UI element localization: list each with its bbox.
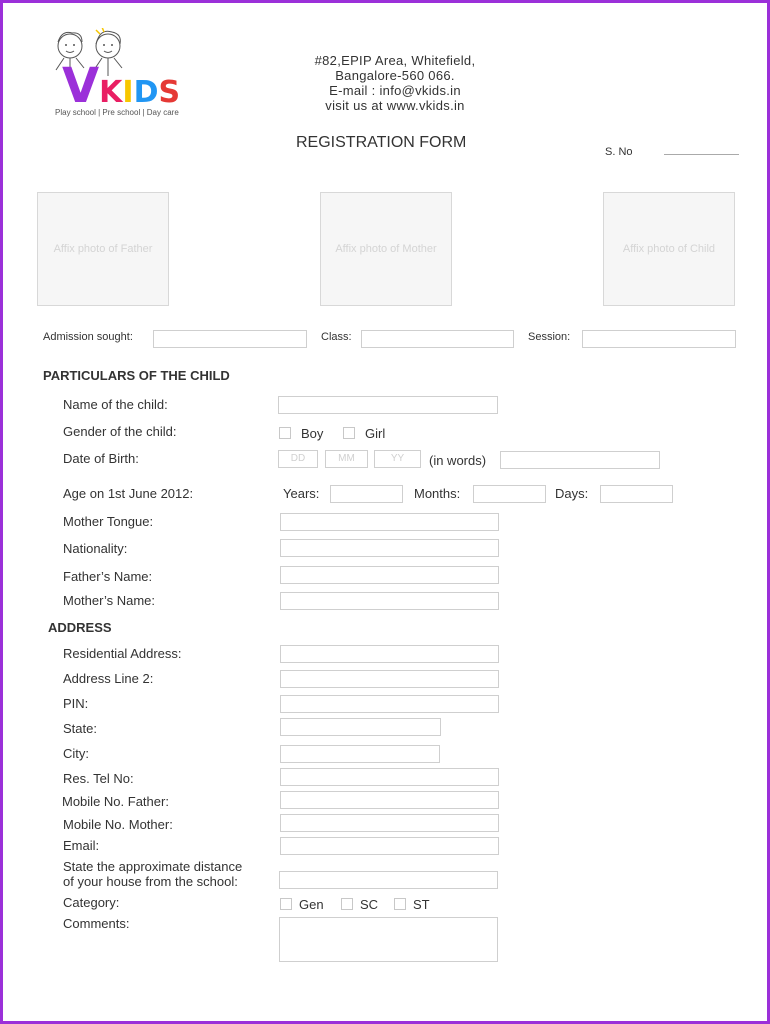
comments-label: Comments: (63, 916, 130, 931)
address-line-4: visit us at www.vkids.in (325, 98, 465, 113)
mother-photo-box[interactable] (320, 192, 452, 306)
child-photo-label: Affix photo of Child (622, 243, 716, 255)
distance-label-line2: of your house from the school: (63, 874, 238, 889)
serial-number-line[interactable] (664, 154, 739, 155)
logo-letter-k: K (99, 75, 123, 110)
sc-label: SC (360, 897, 379, 912)
girl-checkbox[interactable] (343, 427, 355, 439)
pin-label: PIN: (63, 696, 89, 711)
school-address (275, 53, 515, 113)
comments-textarea[interactable] (279, 917, 498, 962)
child-name-label: Name of the child: (63, 397, 168, 412)
mother-name-label: Mother’s Name: (63, 593, 155, 608)
res-tel-field[interactable] (280, 768, 499, 786)
address-line-3: E-mail : info@vkids.in (329, 83, 461, 98)
res-tel-label: Res. Tel No: (63, 771, 134, 786)
state-field[interactable] (280, 718, 441, 736)
address-line2-field[interactable] (280, 670, 499, 688)
address-line-1: #82,EPIP Area, Whitefield, (314, 53, 476, 68)
form-title: REGISTRATION FORM (296, 134, 467, 151)
residential-address-field[interactable] (280, 645, 499, 663)
mother-tongue-label: Mother Tongue: (63, 514, 154, 529)
dob-in-words-field[interactable] (500, 451, 660, 469)
mobile-father-label: Mobile No. Father: (62, 794, 169, 809)
father-name-label: Father’s Name: (63, 569, 153, 584)
days-label: Days: (555, 486, 589, 501)
address-line2-label: Address Line 2: (63, 671, 154, 686)
months-field[interactable] (473, 485, 546, 503)
father-photo-box[interactable] (37, 192, 169, 306)
sc-checkbox[interactable] (341, 898, 353, 910)
girl-label: Girl (365, 426, 386, 441)
class-label: Class: (321, 331, 352, 343)
mobile-mother-field[interactable] (280, 814, 499, 832)
father-name-field[interactable] (280, 566, 499, 584)
logo-letter-d: D (133, 75, 159, 110)
class-field[interactable] (361, 330, 514, 348)
nationality-field[interactable] (280, 539, 499, 557)
city-label: City: (63, 746, 89, 761)
logo-wordmark (62, 58, 180, 114)
years-field[interactable] (330, 485, 403, 503)
nationality-label: Nationality: (63, 541, 128, 556)
logo-letter-v: V (62, 58, 100, 114)
state-label: State: (63, 721, 97, 736)
email-label: Email: (63, 838, 100, 853)
admission-sought-field[interactable] (153, 330, 307, 348)
city-field[interactable] (280, 745, 440, 763)
dob-label: Date of Birth: (63, 451, 139, 466)
child-section-heading: PARTICULARS OF THE CHILD (43, 368, 230, 383)
logo-letter-i: I (122, 75, 134, 110)
mother-photo-label: Affix photo of Mother (335, 243, 437, 255)
st-checkbox[interactable] (394, 898, 406, 910)
child-name-field[interactable] (278, 396, 498, 414)
distance-field[interactable] (279, 871, 498, 889)
boy-checkbox[interactable] (279, 427, 291, 439)
dob-in-words-label: (in words) (429, 453, 487, 468)
mother-tongue-field[interactable] (280, 513, 499, 531)
vkids-logo (40, 28, 215, 123)
address-line-2: Bangalore-560 066. (335, 68, 455, 83)
dob-month-field[interactable]: MM (325, 450, 368, 468)
residential-address-label: Residential Address: (63, 646, 182, 661)
session-label: Session: (528, 331, 571, 343)
gender-label: Gender of the child: (63, 424, 177, 439)
gen-label: Gen (299, 897, 324, 912)
gen-checkbox[interactable] (280, 898, 292, 910)
boy-label: Boy (301, 426, 324, 441)
session-field[interactable] (582, 330, 736, 348)
dob-day-field[interactable]: DD (278, 450, 318, 468)
serial-number-label: S. No (605, 146, 633, 158)
st-label: ST (413, 897, 430, 912)
age-label: Age on 1st June 2012: (63, 486, 194, 501)
mobile-father-field[interactable] (280, 791, 499, 809)
pin-field[interactable] (280, 695, 499, 713)
months-label: Months: (414, 486, 461, 501)
mobile-mother-label: Mobile No. Mother: (63, 817, 173, 832)
child-photo-box[interactable] (603, 192, 735, 306)
logo-letter-s: S (158, 75, 181, 110)
category-label: Category: (63, 895, 120, 910)
dob-year-field[interactable]: YY (374, 450, 421, 468)
father-photo-label: Affix photo of Father (53, 243, 153, 255)
days-field[interactable] (600, 485, 673, 503)
admission-sought-label: Admission sought: (43, 331, 133, 343)
distance-label-line1: State the approximate distance (63, 859, 243, 874)
mother-name-field[interactable] (280, 592, 499, 610)
years-label: Years: (283, 486, 320, 501)
logo-tagline: Play school | Pre school | Day care (55, 108, 179, 117)
email-field[interactable] (280, 837, 499, 855)
address-section-heading: ADDRESS (48, 620, 112, 635)
